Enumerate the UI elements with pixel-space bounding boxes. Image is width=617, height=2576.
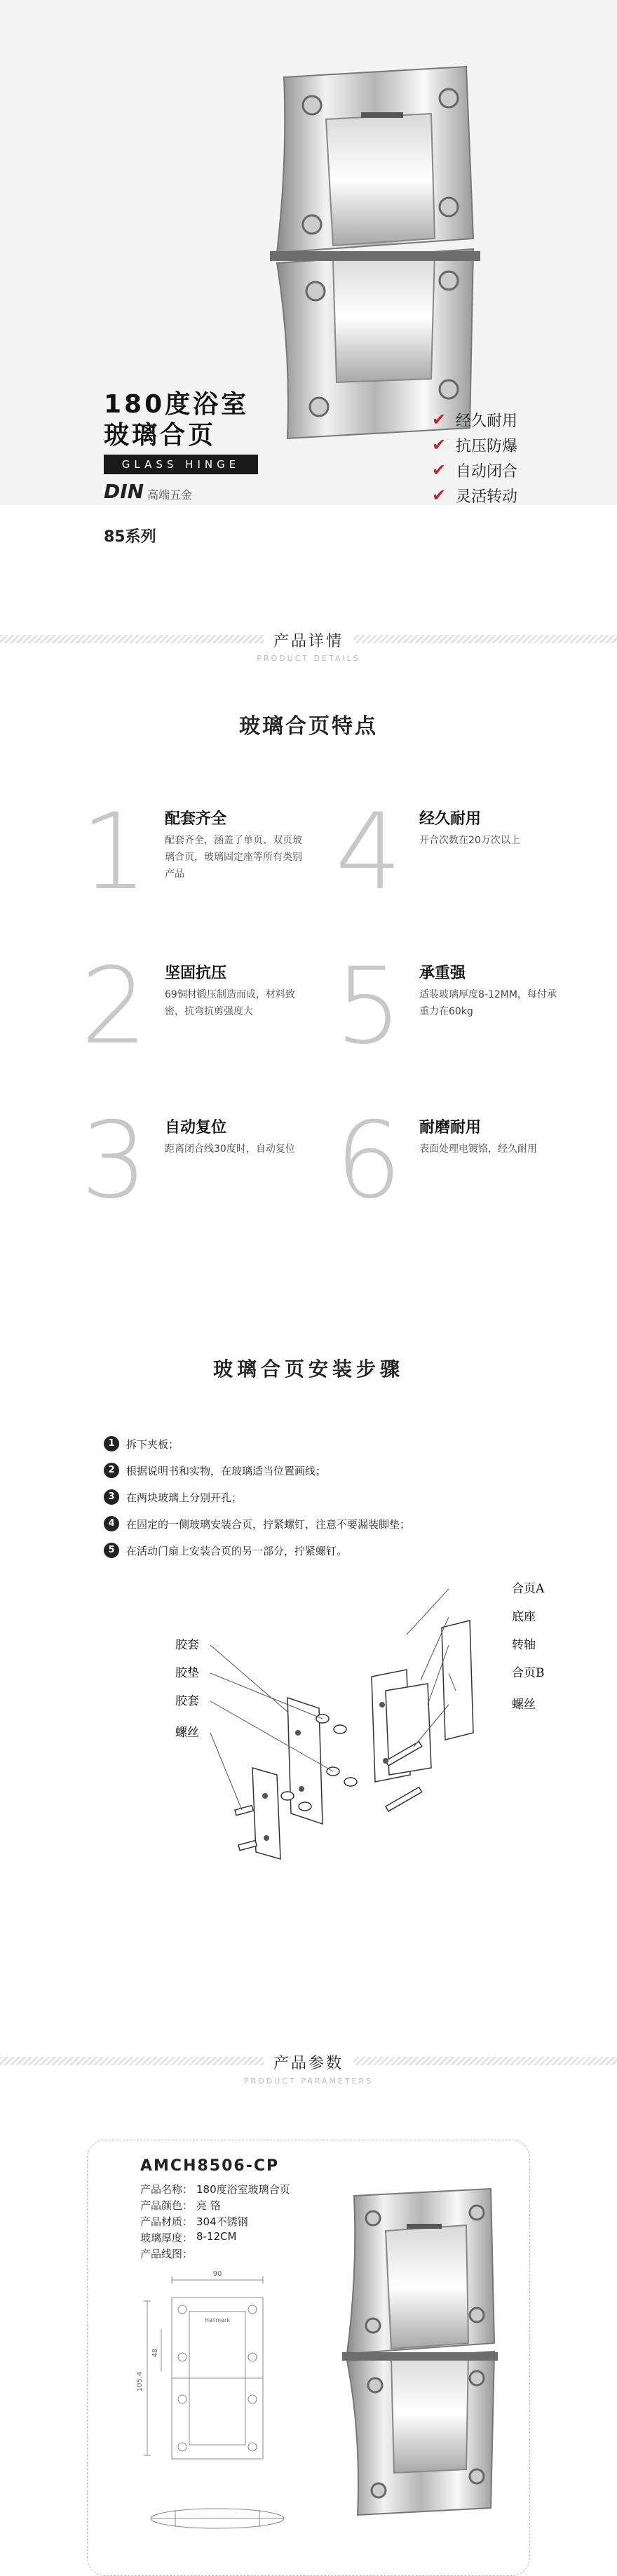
feature-title: 自动复位 xyxy=(165,1119,227,1136)
diagram-label-left: 螺丝 xyxy=(175,1726,199,1740)
hero-title-line2: 玻璃合页 xyxy=(104,421,217,450)
series-label: 85系列 xyxy=(104,528,156,546)
steps-title xyxy=(0,1354,617,1382)
feature-number: 1 xyxy=(81,791,148,913)
feature-number: 2 xyxy=(81,946,148,1068)
diagram-label-left: 胶套 xyxy=(175,1638,199,1652)
diagram-label-right: 底座 xyxy=(512,1610,536,1624)
feature-desc: 69铜材锻压制造而成，材料致密，抗弯抗剪强度大 xyxy=(165,989,295,1017)
check-icon: ✔ xyxy=(432,460,447,480)
model-number: AMCH8506-CP xyxy=(140,2157,280,2175)
step-text: 根据说明书和实物，在玻璃适当位置画线； xyxy=(126,1464,327,1477)
feature-desc: 配套齐全，涵盖了单页、双页玻璃合页，玻璃固定座等所有类别产品 xyxy=(165,835,302,880)
hero-title xyxy=(104,389,249,451)
dim-inner-label: 48 xyxy=(151,2348,159,2358)
feature-cell xyxy=(335,946,588,1080)
features-title: 玻璃合页特点 xyxy=(239,714,378,739)
hero-title-line1: 180度浴室 xyxy=(104,390,250,419)
param-section-title xyxy=(0,2051,617,2073)
hero-feature-list xyxy=(432,407,517,508)
param-value: 304不锈钢 xyxy=(196,2215,248,2228)
param-key: 产品线图： xyxy=(140,2248,194,2260)
param-key: 产品名称： xyxy=(140,2183,194,2196)
dim-width-label: 90 xyxy=(212,2270,222,2278)
feature-number: 5 xyxy=(335,946,402,1068)
feature-number: 4 xyxy=(335,791,402,913)
step-number: 5 xyxy=(104,1543,119,1558)
feature-cell xyxy=(81,946,333,1080)
diagram-label-right: 螺丝 xyxy=(512,1698,536,1712)
feature-title: 承重强 xyxy=(419,965,466,982)
diagram-label-right: 合页B xyxy=(512,1666,545,1680)
din-subtitle: 高端五金 xyxy=(147,488,193,502)
diagram-label-right: 转轴 xyxy=(512,1638,536,1652)
feature-desc: 适装玻璃厚度8-12MM，每付承重力在60kg xyxy=(419,989,557,1017)
param-section-title-text: 产品参数 xyxy=(264,2055,353,2072)
feature-cell xyxy=(335,1100,588,1235)
hero-feature-label: 抗压防爆 xyxy=(456,437,518,455)
step-number: 3 xyxy=(104,1489,119,1505)
dim-height-label: 105.4 xyxy=(136,2371,144,2392)
param-row xyxy=(140,2246,196,2262)
feature-number: 3 xyxy=(81,1100,148,1222)
param-row xyxy=(140,2182,290,2197)
exploded-diagram xyxy=(161,1564,582,1894)
hero-feature-item xyxy=(432,483,517,508)
feature-title: 耐磨耐用 xyxy=(419,1119,482,1136)
feature-cell xyxy=(81,791,333,926)
step-number: 1 xyxy=(104,1436,119,1451)
param-row xyxy=(140,2214,248,2229)
diagram-label-left: 胶套 xyxy=(175,1694,199,1708)
check-icon: ✔ xyxy=(432,435,447,455)
feature-desc: 距离闭合线30度时，自动复位 xyxy=(165,1143,295,1155)
feature-cell xyxy=(335,791,588,926)
din-logo: DIN xyxy=(104,480,144,503)
diagram-label-left: 胶垫 xyxy=(175,1666,199,1680)
check-icon: ✔ xyxy=(432,410,447,429)
install-step xyxy=(104,1431,179,1456)
param-value: 180度浴室玻璃合页 xyxy=(196,2183,290,2196)
dimension-drawing xyxy=(133,2266,294,2568)
param-row xyxy=(140,2198,221,2213)
step-text: 在两块玻璃上分别开孔； xyxy=(126,1491,243,1504)
hero-feature-item xyxy=(432,457,517,483)
param-key: 产品材质： xyxy=(140,2215,194,2228)
details-section-subtitle: PRODUCT DETAILS xyxy=(257,654,360,663)
feature-title: 经久耐用 xyxy=(419,810,482,828)
step-text: 在活动门扇上安装合页的另一部分，拧紧螺钉。 xyxy=(126,1544,348,1557)
install-step xyxy=(104,1458,326,1483)
details-section-title-text: 产品详情 xyxy=(264,633,353,650)
step-number: 2 xyxy=(104,1463,119,1478)
step-text: 在固定的一侧玻璃安装合页，拧紧螺钉，注意不要漏装脚垫； xyxy=(126,1517,411,1531)
step-text: 拆下夹板； xyxy=(126,1437,179,1451)
param-row xyxy=(140,2230,236,2246)
install-step xyxy=(104,1511,410,1536)
param-key: 玻璃厚度： xyxy=(140,2232,194,2244)
param-value: 亮 铬 xyxy=(196,2199,221,2212)
details-section-title xyxy=(0,629,617,651)
hero-en-label: GLASS HINGE xyxy=(104,455,258,474)
param-value: 8-12CM xyxy=(196,2230,237,2243)
steps-title-text: 玻璃合页安装步骤 xyxy=(199,1357,418,1381)
feature-cell xyxy=(81,1100,333,1235)
brand-mark: Hallmark xyxy=(205,2317,230,2323)
diagram-label-right: 合页A xyxy=(512,1582,545,1596)
feature-title: 配套齐全 xyxy=(165,810,227,828)
feature-number: 6 xyxy=(335,1100,402,1222)
feature-desc: 表面处理电镀铬，经久耐用 xyxy=(419,1143,537,1155)
install-step xyxy=(104,1484,242,1510)
param-section-subtitle: PRODUCT PARAMETERS xyxy=(243,2077,374,2086)
hinge-product-image xyxy=(256,63,487,442)
hero-feature-label: 经久耐用 xyxy=(456,412,518,430)
hero-feature-item xyxy=(432,407,517,432)
check-icon: ✔ xyxy=(432,485,447,505)
feature-desc: 开合次数在20万次以上 xyxy=(419,835,520,846)
feature-title: 坚固抗压 xyxy=(165,965,227,982)
hero-feature-item xyxy=(432,432,517,457)
hinge-product-photo xyxy=(330,2182,505,2518)
param-key: 产品颜色： xyxy=(140,2199,194,2212)
step-number: 4 xyxy=(104,1516,119,1531)
install-step xyxy=(104,1538,347,1563)
hero-feature-label: 灵活转动 xyxy=(456,488,518,506)
hero-feature-label: 自动闭合 xyxy=(456,462,518,481)
